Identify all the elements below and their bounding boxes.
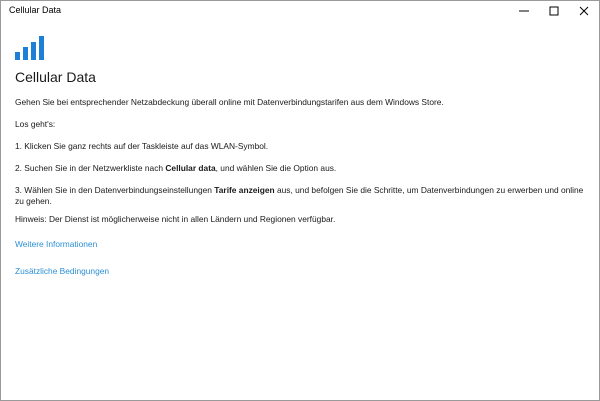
minimize-icon: [519, 6, 529, 16]
maximize-icon: [549, 6, 559, 16]
maximize-button[interactable]: [539, 1, 569, 21]
window-title: Cellular Data: [9, 5, 62, 15]
more-info-link[interactable]: Weitere Informationen: [15, 239, 98, 249]
step-1-text: 1. Klicken Sie ganz rechts auf der Taskleiste auf das WLAN-Symbol.: [15, 141, 269, 151]
title-bar[interactable]: [1, 1, 599, 21]
step-3-text: [15, 185, 585, 207]
note-text: Hinweis: Der Dienst ist möglicherweise nicht in allen Ländern und Regionen verfügbar.: [15, 214, 336, 224]
close-icon: [579, 6, 589, 16]
step-2-bold: Cellular data: [165, 163, 216, 173]
minimize-button[interactable]: [509, 1, 539, 21]
close-button[interactable]: [569, 1, 599, 21]
main-content: [15, 36, 585, 277]
page-title: Cellular Data: [15, 69, 96, 85]
step-3-after: aus, und befolgen Sie die Schritte, um Datenverbindungen zu erwerben und online zu gehen.: [15, 185, 584, 206]
step-2-after: , und wählen Sie die Option aus.: [215, 163, 337, 173]
intro-text: Gehen Sie bei entsprechender Netzabdeckung überall online mit Datenverbindungstarifen aus dem Windows Store.: [15, 97, 444, 107]
terms-link[interactable]: Zusätzliche Bedingungen: [15, 266, 110, 276]
window-controls: [509, 1, 599, 21]
step-2-before: 2. Suchen Sie in der Netzwerkliste nach: [15, 163, 166, 173]
signal-bars-icon: [15, 36, 45, 60]
start-text: Los geht's:: [15, 119, 56, 129]
step-3-bold: Tarife anzeigen: [214, 185, 275, 195]
step-3-before: 3. Wählen Sie in den Datenverbindungseinstellungen: [15, 185, 215, 195]
step-2-text: [15, 163, 585, 174]
